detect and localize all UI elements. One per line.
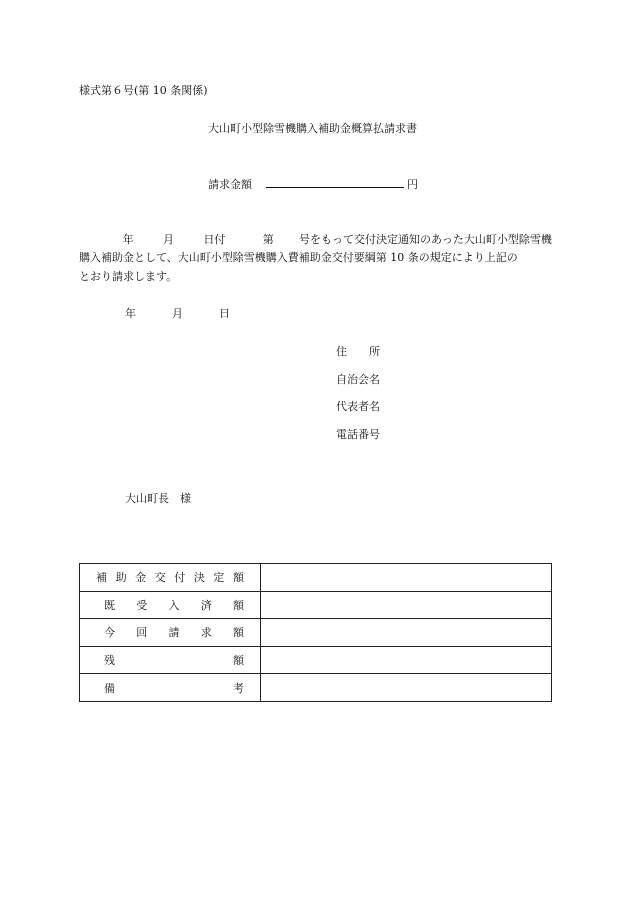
form-number: 様式第６号(第 10 条関係) — [79, 84, 208, 97]
row-label-already-received: 既 受 入 済 額 — [80, 591, 261, 619]
table-row — [80, 674, 552, 702]
body-month: 月 — [163, 233, 175, 246]
recipient: 大山町長 様 — [125, 492, 191, 505]
phone-number-label: 電話番号 — [336, 428, 380, 441]
body-year: 年 — [122, 233, 134, 246]
address-label: 住 所 — [336, 345, 380, 358]
value-subsidy-decision[interactable] — [261, 564, 552, 592]
value-already-received[interactable] — [261, 591, 552, 619]
table-row — [80, 619, 552, 647]
amount-table — [79, 563, 552, 702]
table-row — [80, 591, 552, 619]
table-row — [80, 646, 552, 674]
table-row — [80, 564, 552, 592]
body-day: 日付 — [203, 233, 226, 246]
body-text-line-1 — [79, 231, 552, 247]
claim-date — [125, 305, 230, 321]
value-remarks[interactable] — [261, 674, 552, 702]
document-title: 大山町小型除雪機購入補助金概算払請求書 — [208, 122, 417, 135]
row-label-balance: 残 額 — [80, 646, 261, 674]
row-label-subsidy-decision: 補 助 金 交 付 決 定 額 — [80, 564, 261, 592]
date-year: 年 — [125, 307, 136, 320]
date-month: 月 — [172, 307, 183, 320]
date-day: 日 — [219, 307, 230, 320]
claim-amount-field[interactable] — [266, 187, 404, 188]
claim-amount-unit: 円 — [407, 178, 418, 191]
body-text-line-3: とおり請求します。 — [79, 270, 178, 283]
value-current-claim[interactable] — [261, 619, 552, 647]
body-text-line-1-rest: 号をもって交付決定通知のあった大山町小型除雪機 — [299, 233, 552, 246]
body-number: 第 — [262, 233, 274, 246]
body-text-line-2: 購入補助金として、大山町小型除雪機購入費補助金交付要綱第 10 条の規定により上記の — [79, 251, 518, 264]
claim-amount-label: 請求金額 — [208, 178, 252, 191]
row-label-remarks: 備 考 — [80, 674, 261, 702]
value-balance[interactable] — [261, 646, 552, 674]
row-label-current-claim: 今 回 請 求 額 — [80, 619, 261, 647]
representative-name-label: 代表者名 — [336, 400, 380, 413]
association-name-label: 自治会名 — [336, 373, 380, 386]
